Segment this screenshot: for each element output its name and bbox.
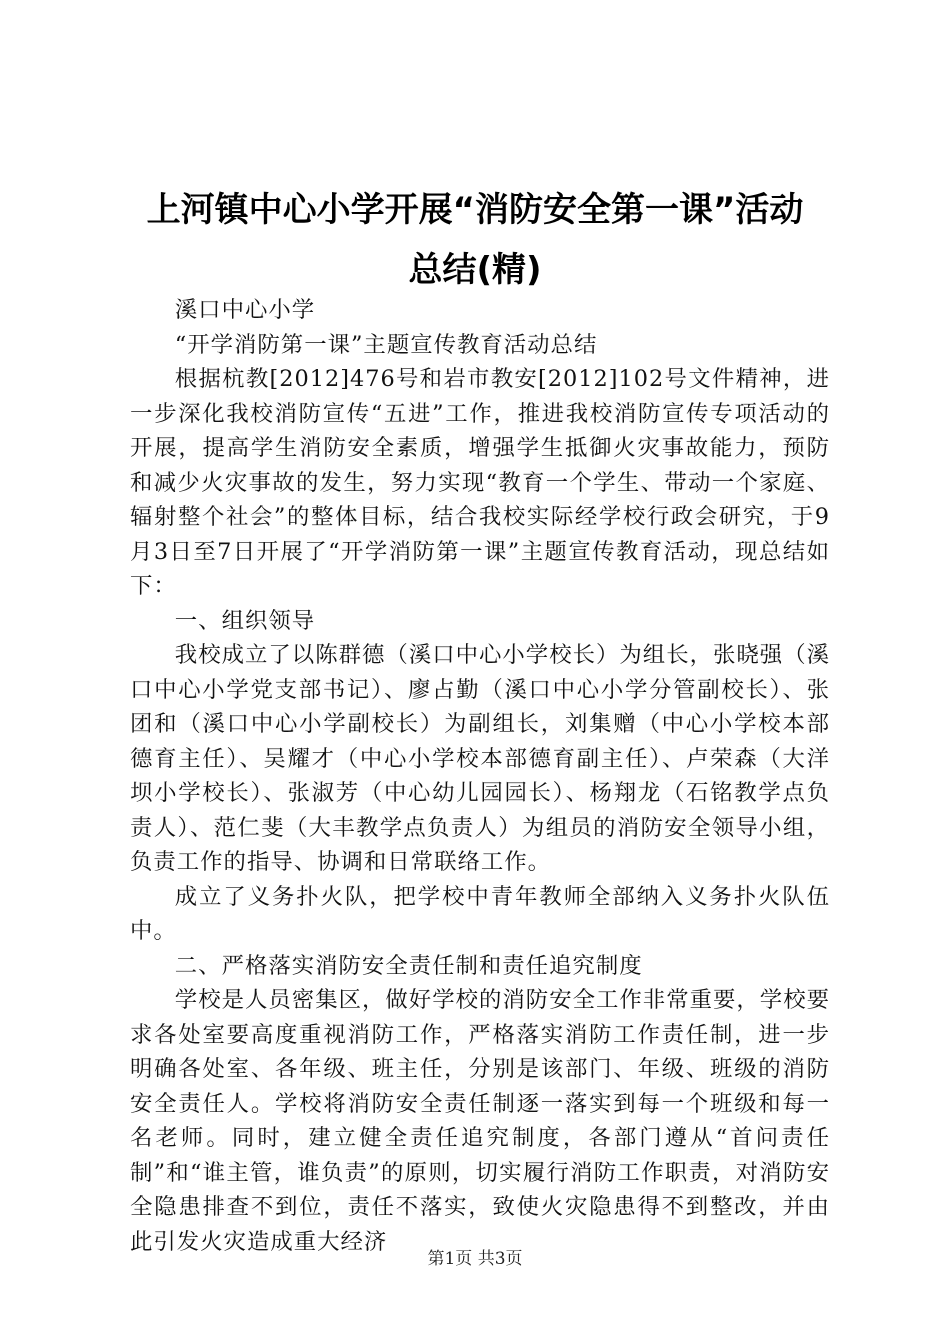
section-heading-organization: 一、组织领导 xyxy=(174,607,316,634)
paragraph-intro: 根据杭教[2012]476号和岩市教安[2012]102号文件精神，进一步深化我校消防宣传“五进”工作，推进我校消防宣传专项活动的开展，提高学生消防安全素质，增强学生抵御火灾事故能力，预防和减少火灾事故的发生，努力实现“教育一个学生、带动一个家庭、辐射整个社会”的整体目标，结合我校实际经学校行政会研究，于9月3日至7日开展了“开学消防第一课”主题宣传教育活动，现总结如下： xyxy=(130,366,830,599)
paragraph-responsibility: 学校是人员密集区，做好学校的消防安全工作非常重要，学校要求各处室要高度重视消防工作，严格落实消防工作责任制，进一步明确各处室、各年级、班主任，分别是该部门、年级、班级的消防安全责任人。学校将消防安全责任制逐一落实到每一个班级和每一名老师。同时，建立健全责任追究制度，各部门遵从“首问责任制”和“谁主管，谁负责”的原则，切实履行消防工作职责，对消防安全隐患排查不到位，责任不落实，致使火灾隐患得不到整改，并由此引发火灾造成重大经济 xyxy=(130,987,830,1255)
document-title-line-1: 上河镇中心小学开展“消防安全第一课”活动 xyxy=(146,190,804,230)
section-heading-responsibility: 二、严格落实消防安全责任制和责任追究制度 xyxy=(174,952,643,979)
document-body xyxy=(130,293,830,1259)
paragraph-school-name: 溪口中心小学 xyxy=(174,297,316,323)
page-number-footer: 第1页 共3页 xyxy=(427,1249,523,1269)
paragraph-fire-team: 成立了义务扑火队，把学校中青年教师全部纳入义务扑火队伍中。 xyxy=(130,883,830,944)
paragraph-subtitle: “开学消防第一课”主题宣传教育活动总结 xyxy=(174,331,598,358)
document-title-line-2: 总结(精) xyxy=(408,250,542,290)
paragraph-organization: 我校成立了以陈群德（溪口中心小学校长）为组长，张晓强（溪口中心小学党支部书记）、廖占勤（溪口中心小学分管副校长）、张团和（溪口中心小学副校长）为副组长，刘集赠（中心小学校本部德育主任）、吴耀才（中心小学校本部德育副主任）、卢荣森（大洋坝小学校长）、张淑芳（中心幼儿园园长）、杨翔龙（石铭教学点负责人）、范仁斐（大丰教学点负责人）为组员的消防安全领导小组，负责工作的指导、协调和日常联络工作。 xyxy=(130,642,830,875)
